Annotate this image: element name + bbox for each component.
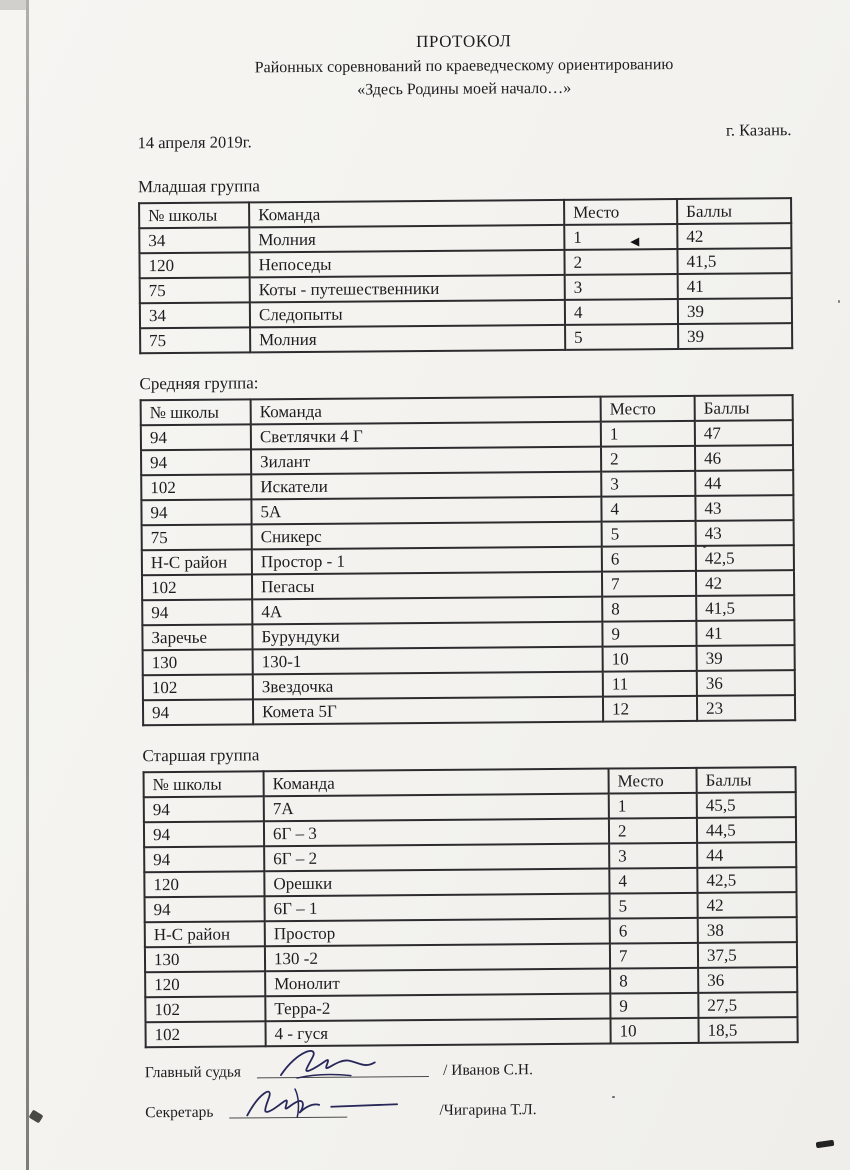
table-cell: 37,5 <box>698 942 797 968</box>
table-cell: 8 <box>602 596 696 622</box>
table-cell: Следопыты <box>250 300 565 327</box>
table-cell: 12 <box>603 696 697 722</box>
table-cell: 34 <box>140 302 250 328</box>
table-middle-group <box>140 394 797 726</box>
table-cell: 9 <box>602 621 696 647</box>
table-cell: Сникерс <box>252 522 602 550</box>
judge-signature <box>267 1044 387 1083</box>
table-cell: 75 <box>142 524 252 550</box>
table-cell: 94 <box>144 821 264 847</box>
table-cell: 46 <box>695 445 793 471</box>
table-row <box>145 1017 797 1047</box>
column-header: Команда <box>249 200 564 227</box>
table-cell: 8 <box>610 968 698 994</box>
table-cell: 27,5 <box>698 992 797 1018</box>
table-cell: 94 <box>142 599 252 625</box>
document-subtitle: Районных соревнований по краеведческому ориентированию <box>254 55 674 76</box>
column-header: Место <box>609 768 697 794</box>
document-title: ПРОТОКОЛ <box>416 31 512 52</box>
table-cell: Молния <box>249 225 564 252</box>
table-cell: 36 <box>697 670 795 696</box>
table-cell: 39 <box>678 323 792 349</box>
table-cell: 41,5 <box>696 595 794 621</box>
table-cell: 39 <box>678 298 792 324</box>
table-cell: Комета 5Г <box>253 697 603 725</box>
table-cell: 41,5 <box>677 248 791 274</box>
table-cell: Непоседы <box>249 250 564 277</box>
signature-footer <box>145 1059 799 1124</box>
document-subtitle-quote: «Здесь Родины моей начало…» <box>357 79 572 99</box>
table-cell: Простор - 1 <box>252 547 602 575</box>
table-cell: Бурундуки <box>252 622 602 650</box>
table-cell: 7 <box>602 571 696 597</box>
secretary-label: Секретарь <box>145 1103 214 1122</box>
table-cell: 34 <box>139 227 249 253</box>
table-cell: 4 <box>609 868 697 894</box>
table-cell: 38 <box>698 917 797 943</box>
table-cell: 42 <box>697 892 796 918</box>
secretary-signature <box>239 1082 419 1123</box>
table-cell: 94 <box>141 424 251 450</box>
column-header: Место <box>601 396 695 422</box>
table-cell: 23 <box>697 695 795 721</box>
table-cell: 6Г – 2 <box>264 844 609 872</box>
table-cell: 11 <box>603 671 697 697</box>
table-row <box>143 695 795 725</box>
table-cell: 102 <box>143 674 253 700</box>
column-header: Команда <box>251 397 601 425</box>
table-cell: 94 <box>141 499 251 525</box>
table-senior-group <box>143 766 799 1048</box>
table-cell: 5 <box>565 324 678 350</box>
table-cell: 47 <box>695 420 793 446</box>
table-cell: 44 <box>697 842 796 868</box>
table-cell: 2 <box>564 249 677 275</box>
table-cell: 6Г – 1 <box>265 894 610 922</box>
table-cell: 130 <box>145 946 265 972</box>
table-cell: 44 <box>695 470 793 496</box>
table-cell: Монолит <box>265 969 610 997</box>
scan-artifact <box>816 1140 835 1148</box>
table-cell: Искатели <box>251 472 601 500</box>
secretary-name: /Чигарина Т.Л. <box>439 1101 537 1119</box>
table-cell: 41 <box>696 620 794 646</box>
judge-name: / Иванов С.Н. <box>442 1061 533 1079</box>
judge-label: Главный судья <box>144 1063 242 1082</box>
table-cell: 44,5 <box>697 817 796 843</box>
column-header: Баллы <box>677 198 791 224</box>
document-city: г. Казань. <box>725 120 792 140</box>
table-cell: 120 <box>144 871 264 897</box>
judge-signature-row <box>145 1059 799 1084</box>
column-header: Баллы <box>695 395 793 421</box>
table-cell: 94 <box>143 699 253 725</box>
table-cell: 10 <box>610 1018 698 1044</box>
table-cell: Звездочка <box>253 672 603 700</box>
document-header <box>136 0 791 103</box>
table-cell: 18,5 <box>698 1017 797 1043</box>
table-cell: Орешки <box>264 869 609 897</box>
table-cell: 1 <box>609 793 697 819</box>
column-header: Команда <box>264 769 609 797</box>
table-cell: 3 <box>565 274 678 300</box>
section-heading-junior: Младшая группа <box>137 176 261 197</box>
table-cell: 7 <box>610 943 698 969</box>
table-cell: 5А <box>251 497 601 525</box>
table-cell: Заречье <box>142 624 252 650</box>
table-cell: 2 <box>609 818 697 844</box>
table-cell: 1 <box>564 224 677 250</box>
table-cell: Коты - путешественники <box>250 275 565 302</box>
document-date: 14 апреля 2019г. <box>137 132 252 153</box>
table-cell: 2 <box>601 446 695 472</box>
table-cell: 3 <box>609 843 697 869</box>
table-cell: 5 <box>602 521 696 547</box>
secretary-signature-row <box>145 1099 799 1124</box>
table-cell: 1 <box>601 421 695 447</box>
table-cell: 4А <box>252 597 602 625</box>
table-cell: Молния <box>250 325 565 352</box>
table-cell: 94 <box>144 796 264 822</box>
table-cell: 102 <box>141 474 251 500</box>
judge-signature-area <box>257 1064 429 1083</box>
table-cell: Н-С район <box>145 921 265 947</box>
table-cell: 42,5 <box>697 867 796 893</box>
column-header: № школы <box>141 399 251 425</box>
table-cell: 9 <box>610 993 698 1019</box>
section-heading-senior: Старшая группа <box>142 745 260 766</box>
table-cell: 42 <box>677 223 791 249</box>
table-cell: 6Г – 3 <box>264 819 609 847</box>
table-cell: 45,5 <box>697 792 796 818</box>
table-cell: 94 <box>145 896 265 922</box>
table-cell: 120 <box>139 252 249 278</box>
column-header: Место <box>564 199 677 225</box>
table-cell: 6 <box>602 546 696 572</box>
table-cell: Н-С район <box>142 549 252 575</box>
table-cell: 10 <box>603 646 697 672</box>
table-cell: 7А <box>264 794 609 822</box>
table-cell: 3 <box>601 471 695 497</box>
table-cell: 102 <box>145 996 265 1022</box>
table-cell: 94 <box>141 449 251 475</box>
column-header: № школы <box>139 202 249 228</box>
table-cell: 43 <box>695 495 793 521</box>
table-cell: 36 <box>698 967 797 993</box>
table-cell: 39 <box>697 645 795 671</box>
table-cell: 42 <box>696 570 794 596</box>
pen-arrow-mark: ◄ <box>627 234 643 251</box>
secretary-signature-area <box>229 1105 347 1124</box>
table-cell: 102 <box>142 574 252 600</box>
table-cell: 42,5 <box>696 545 794 571</box>
table-row <box>140 323 792 353</box>
table-cell: 120 <box>145 971 265 997</box>
table-junior-group <box>138 197 793 354</box>
table-cell: 4 <box>601 496 695 522</box>
table-cell: 6 <box>610 918 698 944</box>
table-cell: 75 <box>140 327 250 353</box>
table-cell: Зилант <box>251 447 601 475</box>
table-cell: 4 <box>565 299 678 325</box>
table-cell: Пегасы <box>252 572 602 600</box>
table-cell: Простор <box>265 919 610 947</box>
table-cell: 5 <box>609 893 697 919</box>
table-cell: 130 <box>143 649 253 675</box>
date-city-row <box>137 120 792 153</box>
table-cell: 102 <box>145 1021 265 1047</box>
section-heading-middle: Средняя группа: <box>139 373 259 394</box>
table-cell: 43 <box>696 520 794 546</box>
column-header: Баллы <box>697 767 796 793</box>
table-cell: 130 -2 <box>265 944 610 972</box>
column-header: № школы <box>144 771 264 797</box>
table-cell: 75 <box>140 277 250 303</box>
table-cell: 130-1 <box>253 647 603 675</box>
table-cell: 94 <box>144 846 264 872</box>
table-cell: Светлячки 4 Г <box>251 422 601 450</box>
table-cell: Терра-2 <box>265 994 610 1022</box>
table-cell: 41 <box>678 273 792 299</box>
table-cell: 4 - гуся <box>265 1019 610 1047</box>
